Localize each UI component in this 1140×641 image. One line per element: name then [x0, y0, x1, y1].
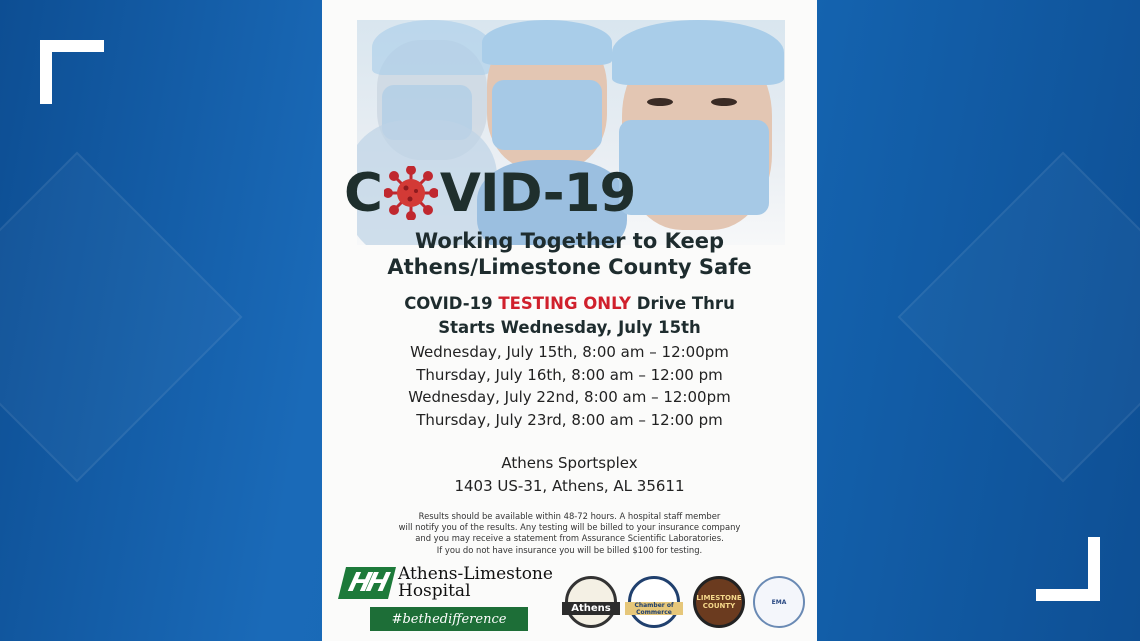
title-suffix: VID-19 — [439, 162, 636, 224]
date-item: Thursday, July 23rd, 8:00 am – 12:00 pm — [416, 410, 723, 429]
hospital-logo-mark: HH — [338, 567, 396, 599]
background-chevron-left — [0, 152, 242, 483]
date-item: Wednesday, July 15th, 8:00 am – 12:00pm — [410, 343, 729, 361]
fine-print — [322, 511, 817, 556]
chamber-of-commerce-seal: Chamber of Commerce — [628, 576, 680, 628]
headline-pre: COVID-19 — [404, 294, 499, 313]
venue-address: 1403 US-31, Athens, AL 35611 — [454, 477, 685, 495]
venue — [322, 452, 817, 498]
hashtag-banner: #bethedifference — [370, 607, 528, 631]
fine-print-line: Results should be available within 48-72 hours. A hospital staff member — [418, 511, 721, 521]
date-item: Thursday, July 16th, 8:00 am – 12:00 pm — [416, 365, 723, 384]
subtitle — [322, 228, 817, 280]
city-of-athens-seal: Athens — [565, 576, 617, 628]
hospital-name-line-2: Hospital — [398, 581, 471, 601]
headline-start-date: Starts Wednesday, July 15th — [438, 318, 701, 337]
hospital-logo — [342, 566, 553, 600]
fine-print-line: will notify you of the results. Any testing will be billed to your insurance company — [398, 522, 741, 533]
frame-corner-bottom-right — [1036, 537, 1100, 601]
ema-seal: EMA — [753, 576, 805, 628]
testing-headline — [322, 292, 817, 340]
subtitle-line-1: Working Together to Keep — [415, 229, 724, 253]
covid-testing-flyer — [322, 0, 817, 641]
coronavirus-icon — [384, 166, 438, 220]
fine-print-line: and you may receive a statement from Assurance Scientific Laboratories. — [415, 533, 724, 544]
background-chevron-right — [898, 152, 1140, 483]
venue-name: Athens Sportsplex — [501, 454, 638, 472]
frame-corner-top-left — [40, 40, 104, 104]
fine-print-line: If you do not have insurance you will be billed $100 for testing. — [436, 544, 703, 555]
subtitle-line-2: Athens/Limestone County Safe — [387, 255, 752, 279]
covid-19-title — [344, 162, 635, 224]
title-prefix: C — [344, 162, 382, 224]
hospital-name-line-1: Athens-Limestone — [398, 564, 553, 584]
testing-dates-list — [322, 341, 817, 431]
limestone-county-seal: LIMESTONE COUNTY — [693, 576, 745, 628]
date-item: Wednesday, July 22nd, 8:00 am – 12:00pm — [408, 388, 731, 406]
headline-post: Drive Thru — [631, 294, 735, 313]
headline-testing-only: TESTING ONLY — [498, 294, 631, 313]
